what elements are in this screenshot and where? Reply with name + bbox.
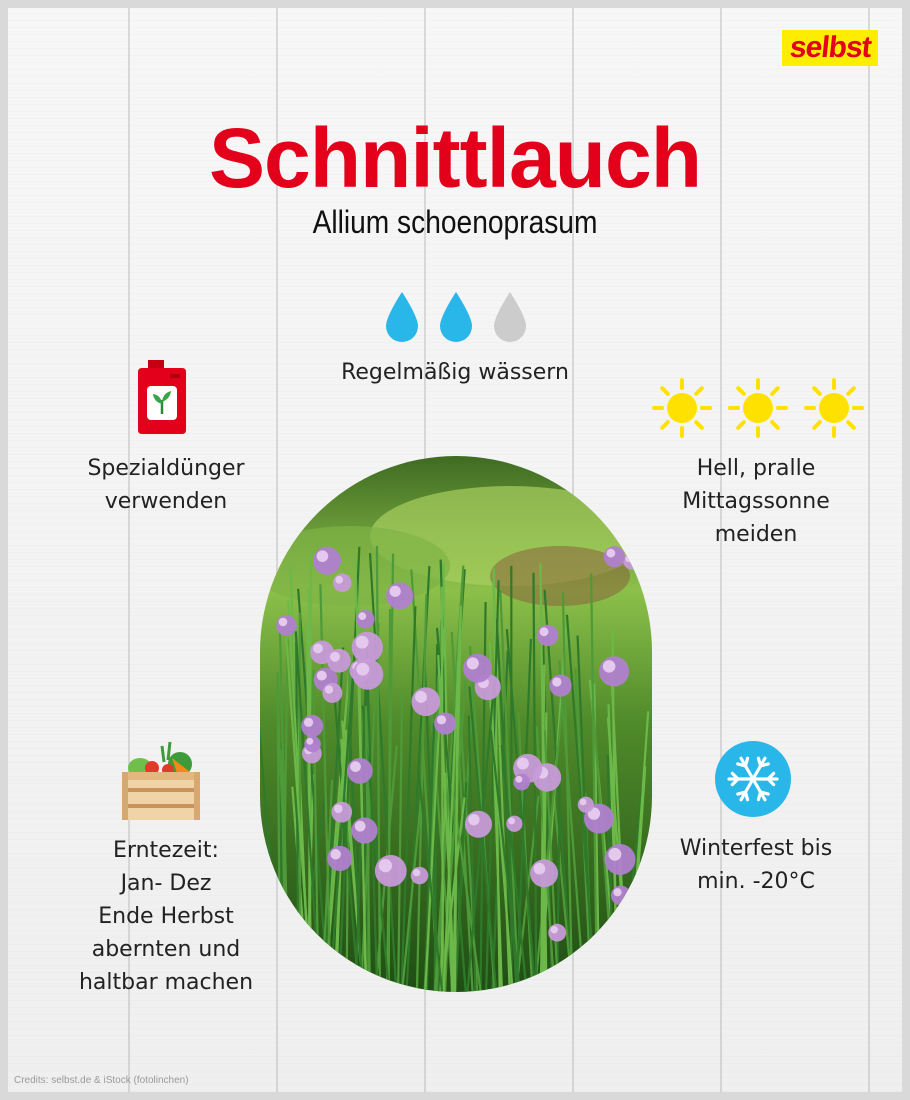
- water-drop-icon: [494, 292, 526, 342]
- brand-logo: [782, 30, 878, 66]
- harvest-line-3: Ende Herbst: [98, 904, 234, 929]
- water-drop-icon: [440, 292, 472, 342]
- sun-level-indicator: [644, 376, 864, 440]
- watering-level-indicator: [384, 288, 534, 348]
- winter-text: [648, 832, 864, 898]
- page-subtitle: Allium schoenoprasum: [312, 204, 598, 240]
- watering-text: Regelmäßig wässern: [341, 360, 569, 385]
- fertilizer-line-1: Spezialdünger: [87, 456, 245, 481]
- vegetable-crate-icon: [118, 738, 204, 822]
- snowflake-icon: [714, 740, 792, 818]
- fertilizer-canister-icon: [134, 358, 190, 436]
- infographic-page: [8, 8, 902, 1092]
- fertilizer-line-2: verwenden: [104, 489, 228, 514]
- winter-line-2: min. -20°C: [697, 869, 815, 894]
- harvest-text: [48, 834, 284, 999]
- chives-illustration: [260, 456, 652, 992]
- sun-icon: [730, 380, 786, 436]
- sun-icon: [654, 380, 710, 436]
- sun-line-3: meiden: [714, 522, 798, 547]
- winter-line-1: Winterfest bis: [679, 836, 833, 861]
- harvest-line-2: Jan- Dez: [120, 871, 212, 896]
- water-drop-icon: [386, 292, 418, 342]
- brand-logo-text: selbst: [787, 31, 873, 64]
- sun-icon: [806, 380, 862, 436]
- harvest-line-1: Erntezeit:: [113, 838, 219, 863]
- sun-line-1: Hell, pralle: [696, 456, 816, 481]
- page-title: Schnittlauch: [208, 111, 702, 205]
- sun-text: [640, 452, 872, 551]
- fertilizer-text: [52, 452, 280, 518]
- harvest-line-4: abernten und: [91, 937, 241, 962]
- chives-photo: [260, 456, 652, 992]
- credits-text: Credits: selbst.de & iStock (fotolinchen): [14, 1075, 189, 1086]
- harvest-line-5: haltbar machen: [78, 970, 254, 995]
- sun-line-2: Mittagssonne: [682, 489, 830, 514]
